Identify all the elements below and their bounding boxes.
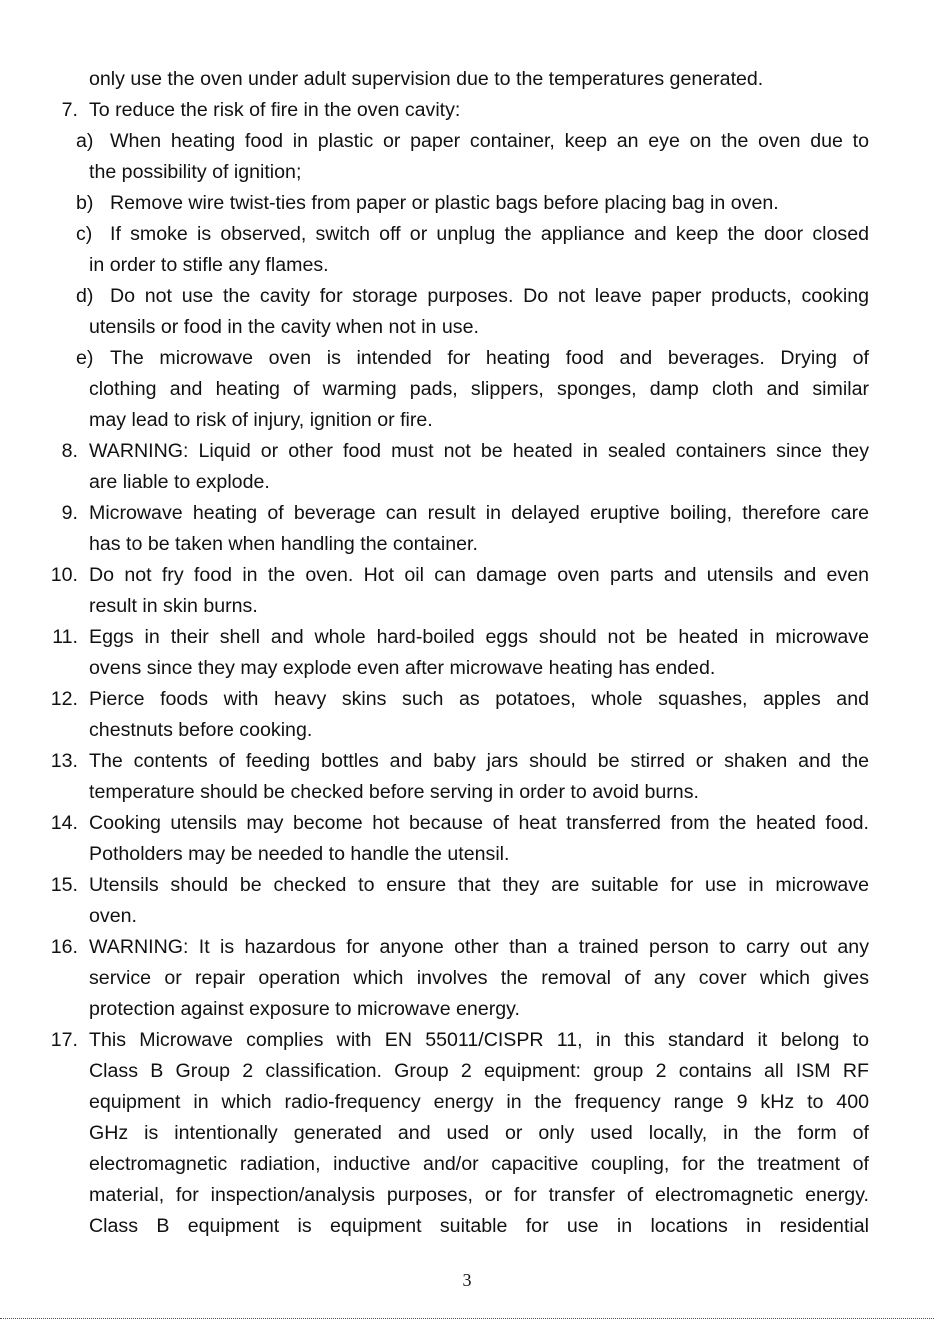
text-line [0, 808, 934, 839]
text-line [0, 994, 934, 1025]
continuation-text: oven. [89, 905, 137, 927]
text-line [0, 560, 934, 591]
safety-instructions-text [0, 64, 934, 1242]
text-line [0, 777, 934, 808]
text-line [0, 653, 934, 684]
text-line [0, 281, 934, 312]
text-line [0, 219, 934, 250]
text-line [0, 1118, 934, 1149]
item-number: 14. [50, 812, 78, 834]
text-line [0, 467, 934, 498]
item-text: Cooking utensils may become hot because of heat transferred from the heated food. [89, 812, 869, 834]
text-line [0, 312, 934, 343]
continuation-text: electromagnetic radiation, inductive and/or capacitive coupling, for the treatment of [89, 1153, 869, 1175]
continuation-text: GHz is intentionally generated and used or only used locally, in the form of [89, 1122, 869, 1144]
continuation-text: result in skin burns. [89, 595, 258, 617]
item-number: 13. [50, 750, 78, 772]
continuation-text: chestnuts before cooking. [89, 719, 313, 741]
item-number: 11. [52, 626, 78, 648]
text-line [0, 64, 934, 95]
item-text: To reduce the risk of fire in the oven cavity: [89, 99, 461, 121]
item-text: WARNING: It is hazardous for anyone other than a trained person to carry out any [89, 936, 869, 958]
page-number: 3 [462, 1270, 472, 1290]
continuation-text: ovens since they may explode even after microwave heating has ended. [89, 657, 716, 679]
text-line [0, 901, 934, 932]
text-line [0, 343, 934, 374]
text-line [0, 963, 934, 994]
continuation-text: in order to stifle any flames. [89, 254, 329, 276]
continuation-text: service or repair operation which involves the removal of any cover which gives [89, 967, 869, 989]
item-text: The contents of feeding bottles and baby jars should be stirred or shaken and the [89, 750, 869, 772]
continuation-text: may lead to risk of injury, ignition or fire. [89, 409, 433, 431]
subitem-text: Remove wire twist-ties from paper or plastic bags before placing bag in oven. [110, 192, 779, 214]
text-line [0, 126, 934, 157]
continuation-text: Potholders may be needed to handle the utensil. [89, 843, 510, 865]
continuation-text: are liable to explode. [89, 471, 270, 493]
item-number: 8. [61, 440, 78, 462]
subitem-letter: a) [76, 130, 94, 152]
item-text: This Microwave complies with EN 55011/CISPR 11, in this standard it belong to [89, 1029, 869, 1051]
text-line [0, 1149, 934, 1180]
item-number: 15. [50, 874, 78, 896]
subitem-letter: e) [76, 347, 94, 369]
text-line [0, 1180, 934, 1211]
item-number: 9. [61, 502, 78, 524]
text-line [0, 684, 934, 715]
item-number: 7. [61, 99, 78, 121]
text-line [0, 870, 934, 901]
text-line [0, 622, 934, 653]
page-bottom-rule [0, 1318, 934, 1319]
text-line [0, 95, 934, 126]
item-text: Pierce foods with heavy skins such as potatoes, whole squashes, apples and [89, 688, 869, 710]
subitem-letter: b) [76, 192, 94, 214]
text-line [0, 839, 934, 870]
text-line [0, 405, 934, 436]
continuation-text: the possibility of ignition; [89, 161, 302, 183]
subitem-text: Do not use the cavity for storage purposes. Do not leave paper products, cooking [110, 285, 869, 307]
continuation-text: equipment in which radio-frequency energy in the frequency range 9 kHz to 400 [89, 1091, 869, 1113]
text-line [0, 157, 934, 188]
continuation-text: clothing and heating of warming pads, slippers, sponges, damp cloth and similar [89, 378, 869, 400]
text-line [0, 529, 934, 560]
text-line [0, 715, 934, 746]
item-number: 12. [50, 688, 78, 710]
subitem-text: If smoke is observed, switch off or unplug the appliance and keep the door closed [110, 223, 869, 245]
subitem-text: When heating food in plastic or paper container, keep an eye on the oven due to [110, 130, 869, 152]
continuation-text: Class B Group 2 classification. Group 2 equipment: group 2 contains all ISM RF [89, 1060, 869, 1082]
text-line [0, 1211, 934, 1242]
continuation-text: has to be taken when handling the container. [89, 533, 478, 555]
item-text: Microwave heating of beverage can result in delayed eruptive boiling, therefore care [89, 502, 869, 524]
continuation-text: protection against exposure to microwave energy. [89, 998, 520, 1020]
text-line [0, 498, 934, 529]
continuation-text: utensils or food in the cavity when not in use. [89, 316, 479, 338]
item-text: Eggs in their shell and whole hard-boiled eggs should not be heated in microwave [89, 626, 869, 648]
text-line [0, 436, 934, 467]
item-number: 16. [50, 936, 78, 958]
text-line [0, 374, 934, 405]
item-text: WARNING: Liquid or other food must not be heated in sealed containers since they [89, 440, 869, 462]
text-line [0, 1025, 934, 1056]
item-number: 17. [50, 1029, 78, 1051]
continuation-text: temperature should be checked before serving in order to avoid burns. [89, 781, 699, 803]
continuation-text: only use the oven under adult supervision due to the temperatures generated. [89, 68, 764, 90]
text-line [0, 591, 934, 622]
item-text: Utensils should be checked to ensure that they are suitable for use in microwave [89, 874, 869, 896]
continuation-text: material, for inspection/analysis purposes, or for transfer of electromagnetic energy. [89, 1184, 869, 1206]
text-line [0, 250, 934, 281]
continuation-text: Class B equipment is equipment suitable for use in locations in residential [89, 1215, 869, 1237]
text-line [0, 746, 934, 777]
text-line [0, 188, 934, 219]
item-number: 10. [50, 564, 78, 586]
subitem-text: The microwave oven is intended for heating food and beverages. Drying of [110, 347, 869, 369]
subitem-letter: c) [76, 223, 93, 245]
text-line [0, 1087, 934, 1118]
subitem-letter: d) [76, 285, 94, 307]
text-line [0, 932, 934, 963]
text-line [0, 1056, 934, 1087]
item-text: Do not fry food in the oven. Hot oil can damage oven parts and utensils and even [89, 564, 869, 586]
